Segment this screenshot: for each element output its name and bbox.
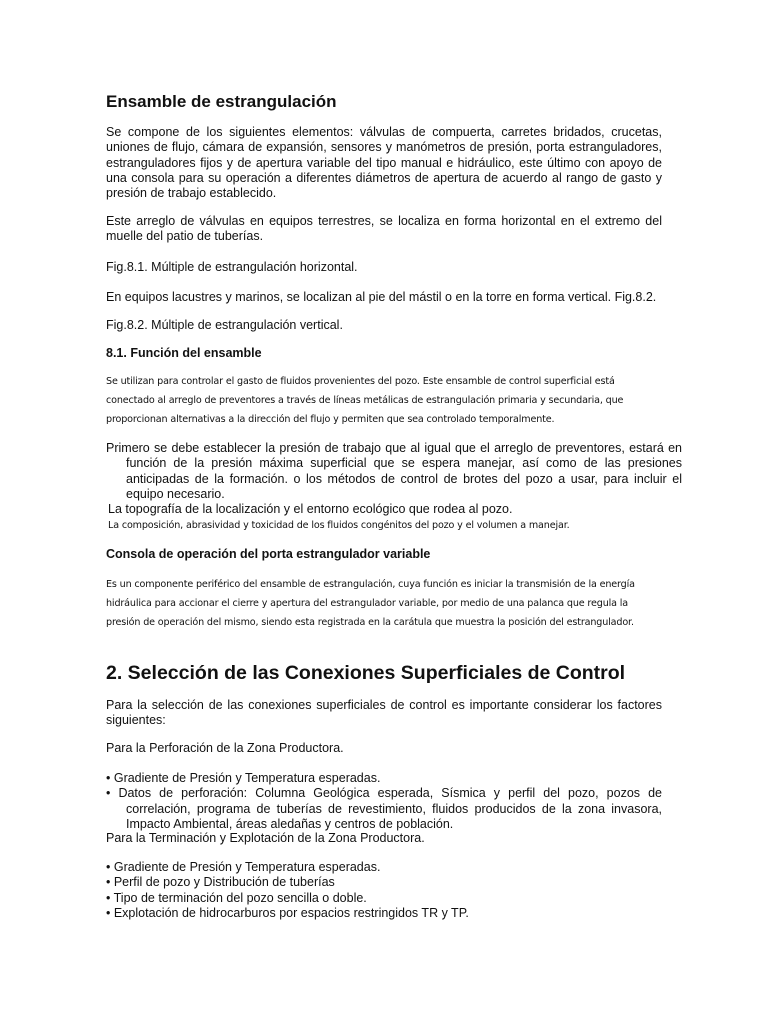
paragraph-composicion: La composición, abrasividad y toxicidad de los fluidos congénitos del pozo y el volumen a manejar. (108, 520, 570, 531)
paragraph-vertical-location: En equipos lacustres y marinos, se localizan al pie del mástil o en la torre en forma vertical. Fig.8.2. (106, 290, 657, 304)
subheading-terminacion: Para la Terminación y Explotación de la Zona Productora. (106, 831, 425, 845)
figure-caption-8-1: Fig.8.1. Múltiple de estrangulación horizontal. (106, 260, 358, 274)
paragraph-consola-body: Es un componente periférico del ensamble de estrangulación, cuya función es iniciar la transmisión de la energía hidráulica para accionar el cierre y apertura del estrangulador variable, por medio de una palanca que regula la presión de operación del mismo, siendo esta registrada en la carátula que muestra la posición del estrangulador. (106, 579, 635, 628)
paragraph-topografia: La topografía de la localización y el entorno ecológico que rodea al pozo. (108, 502, 513, 516)
list-perforacion (106, 771, 662, 832)
paragraph-components: Se compone de los siguientes elementos: válvulas de compuerta, carretes bridados, crucetas, uniones de flujo, cámara de expansión, sensores y manómetros de presión, porta estranguladores, estranguladores fijos y de apertura variable del tipo manual e hidráulico, este último con apoyo de una consola para su operación a diferentes diámetros de apertura de acuerdo al rango de gasto y presión de trabajo establecido. (106, 125, 662, 201)
list-item: • Gradiente de Presión y Temperatura esperadas. (106, 860, 381, 874)
list-item: • Datos de perforación: Columna Geológica esperada, Sísmica y perfil del pozo, pozos de correlación, programa de tuberías de revestimiento, fluidos producidos de la zona invasora, Impacto Ambiental, áreas aledañas y centros de población. (106, 786, 662, 831)
paragraph-horizontal-location: Este arreglo de válvulas en equipos terrestres, se localiza en forma horizontal en el extremo del muelle del patio de tuberías. (106, 214, 662, 244)
figure-caption-8-2: Fig.8.2. Múltiple de estrangulación vertical. (106, 318, 343, 332)
section-title-seleccion: 2. Selección de las Conexiones Superficiales de Control (106, 662, 626, 684)
paragraph-funcion-body: Se utilizan para controlar el gasto de fluidos provenientes del pozo. Este ensamble de control superficial está conectado al arreglo de preventores a través de líneas metálicas de estrangulación primaria y secundaria, que proporcionan alternativas a la dirección del flujo y permiten que sea controlado temporalmente. (106, 376, 624, 425)
section-title-funcion: 8.1. Función del ensamble (106, 346, 262, 360)
list-item: • Explotación de hidrocarburos por espacios restringidos TR y TP. (106, 905, 469, 920)
section-title-ensamble: Ensamble de estrangulación (106, 92, 337, 111)
paragraph-seleccion-intro: Para la selección de las conexiones superficiales de control es importante considerar los factores siguientes: (106, 698, 662, 728)
subheading-perforacion: Para la Perforación de la Zona Productora. (106, 741, 344, 755)
list-item: • Perfil de pozo y Distribución de tuberías (106, 875, 335, 890)
list-item: • Tipo de terminación del pozo sencilla o doble. (106, 890, 367, 905)
paragraph-presion-trabajo: Primero se debe establecer la presión de trabajo que al igual que el arreglo de preventores, estará en función de la presión máxima superficial que se espera manejar, así como de las presiones anticipadas de la formación. o los métodos de control de brotes del pozo a usar, para incluir el equipo necesario. (106, 441, 682, 501)
section-title-consola: Consola de operación del porta estrangulador variable (106, 547, 431, 561)
list-terminacion (106, 860, 662, 921)
list-item: • Gradiente de Presión y Temperatura esperadas. (106, 771, 381, 785)
